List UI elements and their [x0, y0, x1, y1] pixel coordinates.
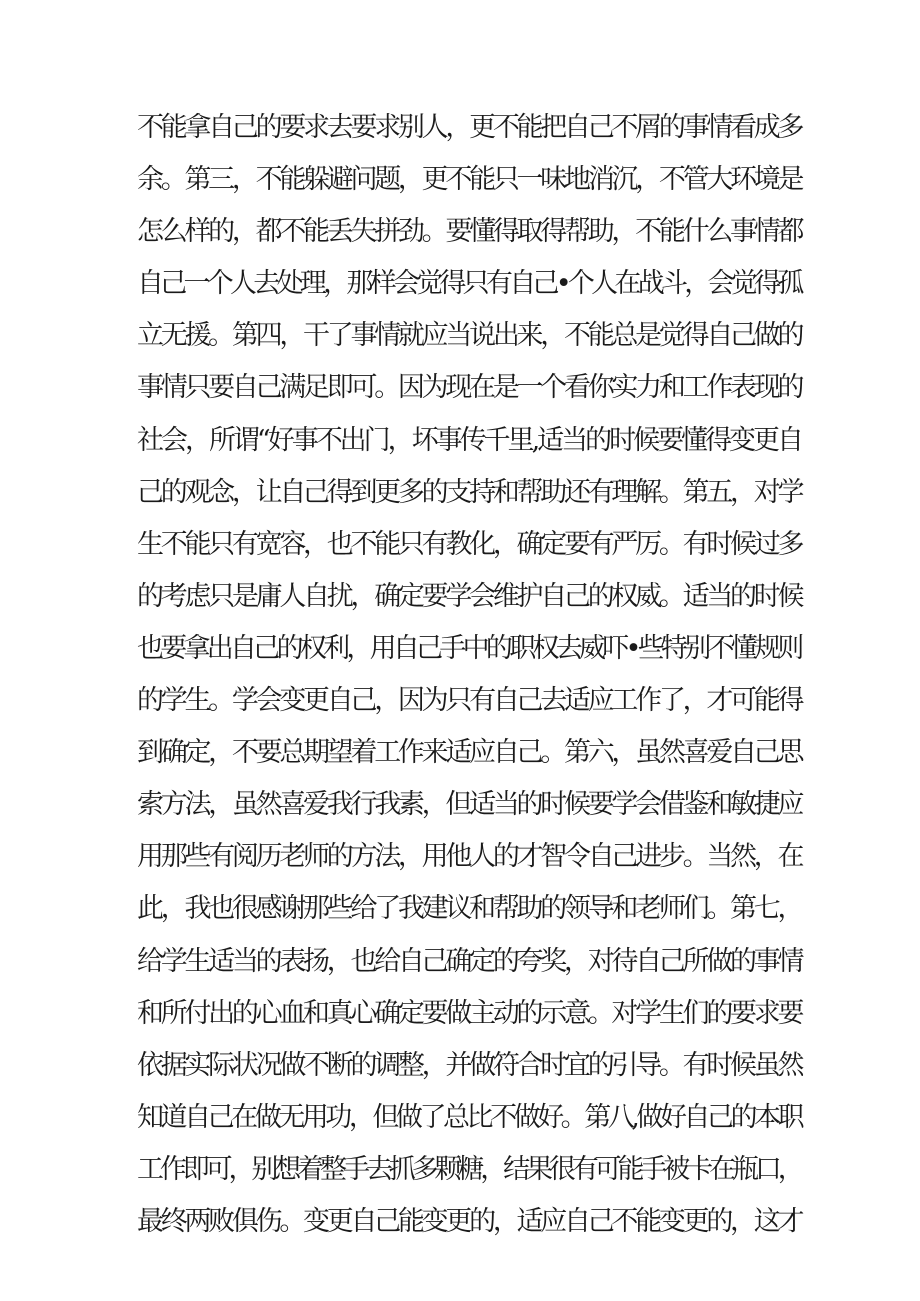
text-line: 社会，所谓“好事不出门，坏事传千里,适当的时候要懂得变更自 — [137, 424, 801, 456]
text-line: 最终两败俱伤。变更自己能变更的，适应自己不能变更的，这才 — [137, 1205, 802, 1237]
body-paragraph — [137, 102, 801, 1248]
text-line: 给学生适当的表扬，也给自己确定的夸奖，对待自己所做的事情 — [137, 945, 802, 977]
text-line: 事情只要自己满足即可。因为现在是一个看你实力和工作表现的 — [137, 372, 802, 404]
text-line: 知道自己在做无用功，但做了总比不做好。第八,做好自己的本职 — [137, 1101, 802, 1133]
text-line: 此，我也很感谢那些给了我建议和帮助的领导和老师们。第七， — [137, 893, 802, 925]
text-line: 工作即可，别想着整手去抓多颗糖，结果很有可能手被卡在瓶口， — [137, 1153, 801, 1185]
text-line: 依据实际状况做不断的调整，并做符合时宜的引导。有时候虽然 — [137, 1049, 802, 1081]
text-line: 的学生。学会变更自己，因为只有自己去适应工作了，才可能得 — [137, 685, 802, 717]
text-line: 和所付出的心血和真心确定要做主动的示意。对学生们的要求要 — [137, 997, 802, 1029]
text-line: 己的观念，让自己得到更多的支持和帮助还有理解。第五，对学 — [137, 476, 802, 508]
text-line: 不能拿自己的要求去要求别人，更不能把自己不屑的事情看成多 — [137, 112, 802, 143]
text-line: 自己一个人去处理，那样会觉得只有自己•个人在战斗，会觉得孤 — [137, 268, 801, 300]
text-line: 也要拿出自己的权利，用自己手中的职权去威吓•些特别不懂规则 — [137, 632, 801, 664]
text-line: 索方法，虽然喜爱我行我素，但适当的时候要学会借鉴和敏捷应 — [137, 789, 802, 821]
text-line: 余。第三，不能躲避问题，更不能只一味地消沉，不管大环境是 — [137, 164, 802, 196]
text-line: 立无援。第四，干了事情就应当说出来，不能总是觉得自己做的 — [137, 320, 802, 352]
text-line: 的考虑只是庸人自扰，确定要学会维护自己的权威。适当的时候 — [137, 580, 802, 612]
text-line: 怎么样的，都不能丢失拼劲。要懂得取得帮助，不能什么事情都 — [137, 216, 802, 248]
text-line: 到确定，不要总期望着工作来适应自己。第六，虽然喜爱自己思 — [137, 737, 802, 769]
text-line: 生不能只有宽容，也不能只有教化，确定要有严厉。有时候过多 — [137, 528, 802, 560]
text-line: 用那些有阅历老师的方法，用他人的才智令自己进步。当然，在 — [137, 841, 802, 873]
